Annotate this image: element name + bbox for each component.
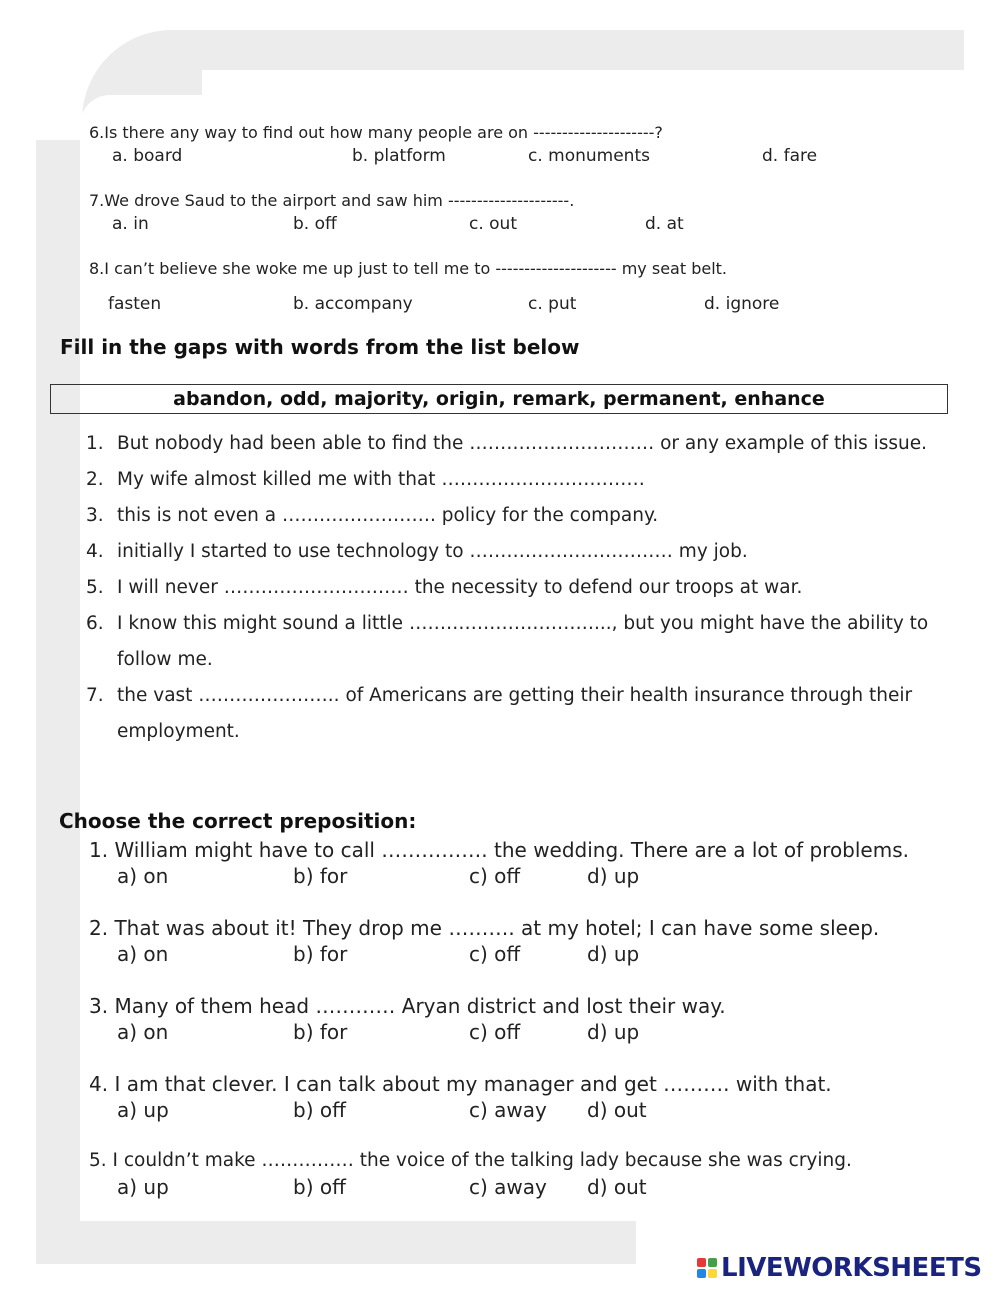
list-item bbox=[86, 534, 946, 570]
word-list-box: abandon, odd, majority, origin, remark, permanent, enhance bbox=[50, 384, 948, 414]
prep-question: 1. William might have to call ……………. the wedding. There are a lot of problems. bbox=[89, 838, 909, 862]
mcq-option[interactable]: a. in bbox=[112, 214, 149, 234]
mcq-option[interactable]: b. off bbox=[293, 214, 337, 234]
prep-question: 3. Many of them head ………… Aryan district and lost their way. bbox=[89, 994, 726, 1018]
logo-square bbox=[697, 1269, 706, 1278]
prep-option[interactable]: c) away bbox=[469, 1098, 547, 1122]
list-item bbox=[86, 606, 946, 678]
item-number: 7. bbox=[86, 685, 104, 706]
mcq-question: 6.Is there any way to find out how many people are on ---------------------? bbox=[89, 123, 663, 142]
prep-option[interactable]: d) up bbox=[587, 1020, 640, 1044]
item-text[interactable]: this is not even a ……………………. policy for the company. bbox=[117, 505, 659, 526]
mcq-option[interactable]: a. board bbox=[112, 146, 183, 166]
list-item bbox=[86, 426, 946, 462]
logo-square bbox=[697, 1258, 706, 1267]
prep-option[interactable]: a) on bbox=[117, 1020, 169, 1044]
prep-question: 5. I couldn’t make …………… the voice of the talking lady because she was crying. bbox=[89, 1150, 852, 1171]
prep-option[interactable]: b) off bbox=[293, 1175, 346, 1199]
list-item bbox=[86, 570, 946, 606]
mcq-option[interactable]: c. out bbox=[469, 214, 517, 234]
item-text[interactable]: My wife almost killed me with that …………………………… bbox=[117, 469, 645, 490]
item-number: 6. bbox=[86, 613, 104, 634]
prep-option[interactable]: a) on bbox=[117, 864, 169, 888]
mcq-option[interactable]: b. platform bbox=[352, 146, 446, 166]
item-text[interactable]: the vast ………………….. of Americans are getting their health insurance through their employment. bbox=[117, 685, 913, 742]
prep-question: 2. That was about it! They drop me ………. at my hotel; I can have some sleep. bbox=[89, 916, 880, 940]
prep-option[interactable]: a) up bbox=[117, 1175, 169, 1199]
logo-square bbox=[708, 1269, 717, 1278]
item-number: 3. bbox=[86, 505, 104, 526]
page-frame-left bbox=[36, 140, 80, 1264]
mcq-option[interactable]: d. at bbox=[645, 214, 684, 234]
item-text[interactable]: I will never ………………………… the necessity to defend our troops at war. bbox=[117, 577, 803, 598]
fill-section-heading: Fill in the gaps with words from the list below bbox=[60, 335, 580, 359]
prep-section-heading: Choose the correct preposition: bbox=[59, 809, 417, 833]
prep-question: 4. I am that clever. I can talk about my manager and get ………. with that. bbox=[89, 1072, 832, 1096]
prep-option[interactable]: a) up bbox=[117, 1098, 169, 1122]
mcq-option[interactable]: c. put bbox=[528, 294, 577, 314]
mcq-question: 8.I can’t believe she woke me up just to tell me to --------------------- my seat belt. bbox=[89, 259, 727, 278]
prep-option[interactable]: c) off bbox=[469, 1020, 521, 1044]
list-item bbox=[86, 498, 946, 534]
prep-option[interactable]: b) for bbox=[293, 942, 348, 966]
item-number: 1. bbox=[86, 433, 104, 454]
fill-list bbox=[86, 426, 946, 750]
mcq-option[interactable]: d. ignore bbox=[704, 294, 780, 314]
prep-option[interactable]: c) off bbox=[469, 864, 521, 888]
prep-option[interactable]: c) off bbox=[469, 942, 521, 966]
mcq-option[interactable]: c. monuments bbox=[528, 146, 650, 166]
list-item bbox=[86, 678, 946, 750]
mcq-option[interactable]: d. fare bbox=[762, 146, 818, 166]
prep-option[interactable]: a) on bbox=[117, 942, 169, 966]
page-frame-bottom bbox=[36, 1221, 636, 1264]
page-frame-top bbox=[130, 30, 964, 70]
prep-option[interactable]: b) for bbox=[293, 864, 348, 888]
logo-square bbox=[708, 1258, 717, 1267]
prep-option[interactable]: d) out bbox=[587, 1098, 647, 1122]
prep-option[interactable]: b) for bbox=[293, 1020, 348, 1044]
item-text[interactable]: I know this might sound a little …………………………..., but you might have the ability to follow me. bbox=[117, 613, 929, 670]
mcq-question: 7.We drove Saud to the airport and saw him ---------------------. bbox=[89, 191, 575, 210]
item-text[interactable]: initially I started to use technology to …………………………… my job. bbox=[117, 541, 748, 562]
item-number: 5. bbox=[86, 577, 104, 598]
prep-option[interactable]: d) up bbox=[587, 942, 640, 966]
logo-text: LIVEWORKSHEETS bbox=[721, 1253, 982, 1283]
item-number: 2. bbox=[86, 469, 104, 490]
prep-option[interactable]: c) away bbox=[469, 1175, 547, 1199]
list-item bbox=[86, 462, 946, 498]
mcq-option[interactable]: fasten bbox=[108, 294, 162, 314]
liveworksheets-logo[interactable] bbox=[697, 1253, 982, 1283]
prep-option[interactable]: d) out bbox=[587, 1175, 647, 1199]
prep-option[interactable]: d) up bbox=[587, 864, 640, 888]
logo-mark-icon bbox=[697, 1258, 717, 1278]
prep-option[interactable]: b) off bbox=[293, 1098, 346, 1122]
mcq-option[interactable]: b. accompany bbox=[293, 294, 413, 314]
item-number: 4. bbox=[86, 541, 104, 562]
item-text[interactable]: But nobody had been able to find the ………………………… or any example of this issue. bbox=[117, 433, 928, 454]
